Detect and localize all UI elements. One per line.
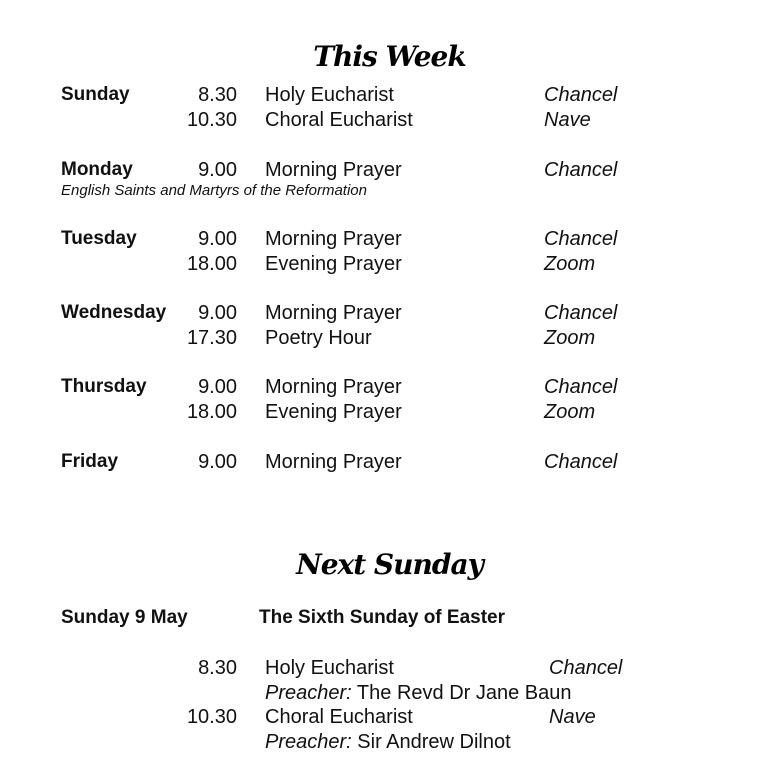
service-time: 9.00	[198, 228, 237, 250]
schedule-row	[0, 301, 779, 325]
schedule-row	[0, 705, 779, 729]
service-name: Morning Prayer	[265, 376, 402, 398]
schedule-row	[0, 400, 779, 424]
next-sunday-date: Sunday 9 May	[61, 607, 188, 628]
schedule-row	[0, 108, 779, 132]
service-time: 18.00	[186, 253, 237, 275]
day-label: Wednesday	[61, 302, 167, 323]
service-name: Evening Prayer	[265, 253, 402, 275]
service-name: Choral Eucharist	[265, 706, 413, 728]
service-name: Morning Prayer	[265, 302, 402, 324]
service-time: 10.30	[186, 706, 237, 728]
schedule-row	[0, 375, 779, 399]
service-time: 9.00	[198, 451, 237, 473]
service-time: 17.30	[186, 327, 237, 349]
service-name: Choral Eucharist	[265, 109, 413, 131]
schedule-row	[0, 450, 779, 474]
day-label: Tuesday	[61, 228, 137, 249]
service-location: Chancel	[544, 159, 618, 181]
schedule-row	[0, 656, 779, 680]
service-name: Holy Eucharist	[265, 84, 394, 106]
preacher-row	[0, 681, 779, 705]
service-location: Chancel	[544, 451, 618, 473]
schedule-row	[0, 252, 779, 276]
service-location: Chancel	[544, 376, 618, 398]
service-time: 9.00	[198, 302, 237, 324]
next-sunday-heading: Next Sunday	[296, 548, 483, 581]
day-label: Thursday	[61, 376, 147, 397]
service-name: Poetry Hour	[265, 327, 372, 349]
service-name: Holy Eucharist	[265, 657, 394, 679]
service-location: Chancel	[544, 84, 618, 106]
preacher-line	[265, 730, 511, 754]
service-time: 8.30	[198, 84, 237, 106]
schedule-row	[0, 83, 779, 107]
service-location: Chancel	[544, 302, 618, 324]
service-location: Zoom	[544, 327, 596, 349]
schedule-row	[0, 326, 779, 350]
service-name: Morning Prayer	[265, 228, 402, 250]
preacher-line	[265, 681, 571, 705]
day-label: Monday	[61, 159, 133, 180]
preacher-label: Preacher:	[265, 731, 352, 753]
service-location: Zoom	[544, 401, 596, 423]
service-name: Evening Prayer	[265, 401, 402, 423]
service-location: Zoom	[544, 253, 596, 275]
schedule-row	[0, 227, 779, 251]
schedule-row	[0, 158, 779, 182]
day-label: Sunday	[61, 84, 130, 105]
service-location: Nave	[549, 706, 596, 728]
service-location: Chancel	[544, 228, 618, 250]
service-location: Chancel	[549, 657, 623, 679]
preacher-label: Preacher:	[265, 682, 352, 704]
preacher-row	[0, 730, 779, 754]
service-time: 10.30	[186, 109, 237, 131]
preacher-name: Sir Andrew Dilnot	[357, 731, 511, 753]
service-time: 18.00	[186, 401, 237, 423]
next-sunday-occasion: The Sixth Sunday of Easter	[259, 607, 505, 628]
day-note: English Saints and Martyrs of the Reformation	[61, 182, 367, 199]
this-week-heading: This Week	[313, 40, 466, 73]
service-time: 8.30	[198, 657, 237, 679]
service-location: Nave	[544, 109, 591, 131]
service-time: 9.00	[198, 376, 237, 398]
service-time: 9.00	[198, 159, 237, 181]
service-name: Morning Prayer	[265, 159, 402, 181]
preacher-name: The Revd Dr Jane Baun	[356, 682, 572, 704]
service-name: Morning Prayer	[265, 451, 402, 473]
day-label: Friday	[61, 451, 119, 472]
